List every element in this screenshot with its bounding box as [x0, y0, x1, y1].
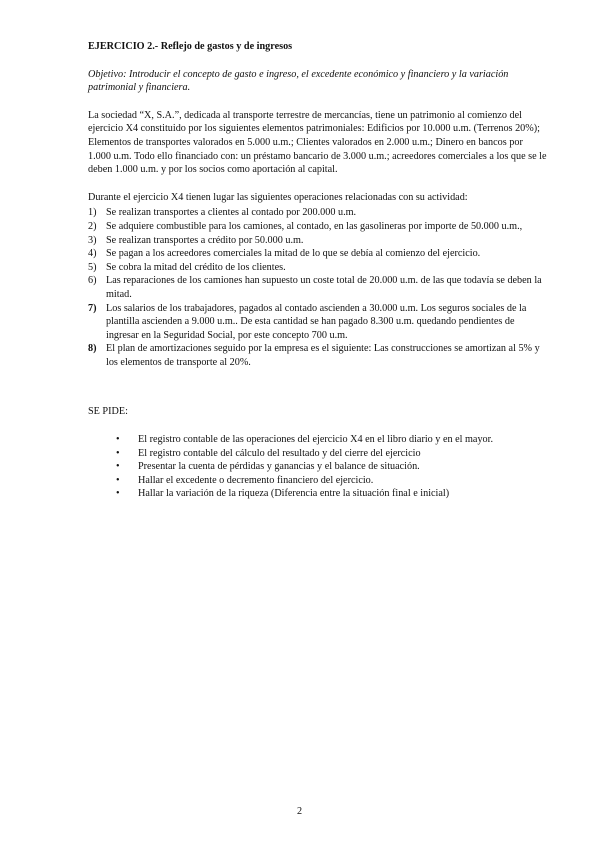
list-item: [116, 474, 548, 488]
intro-paragraph: La sociedad “X, S.A.”, dedicada al transporte terrestre de mercancías, tiene un patrimonio al comienzo del ejercicio X4 constituido por los siguientes elementos patrimoniales: Edificios por 10.000 u.m. (Terrenos 20%); Elementos de transportes valorados en 5.000 u.m.; Clientes valorados en 2.000 u.m.; Dinero en bancos por 1.000 u.m. Todo ello financiado con: un préstamo bancario de 3.000 u.m.; acreedores comerciales a los que se le deben 1.000 u.m. y por los socios como aportación al capital.: [88, 109, 547, 176]
list-item: [88, 342, 548, 369]
list-item: [88, 302, 548, 343]
list-item: [88, 206, 548, 220]
list-item: [88, 220, 548, 234]
page-number: 2: [296, 806, 303, 817]
list-item: [116, 460, 548, 474]
list-item: [116, 487, 548, 501]
item-text: Las reparaciones de los camiones han supuesto un coste total de 20.000 u.m. de las que todavía se deben la mitad.: [106, 275, 542, 300]
item-text: Hallar la variación de la riqueza (Diferencia entre la situación final e inicial): [138, 488, 450, 500]
list-item: [88, 261, 548, 275]
item-text: Se pagan a los acreedores comerciales la mitad de lo que se debía al comienzo del ejercicio.: [106, 248, 481, 260]
list-item: [88, 234, 548, 248]
item-text: Se cobra la mitad del crédito de los clientes.: [106, 261, 286, 273]
bullet-icon: •: [116, 474, 120, 486]
item-text: Se realizan transportes a clientes al contado por 200.000 u.m.: [106, 207, 357, 219]
bullet-icon: •: [116, 461, 120, 473]
item-text: El plan de amortizaciones seguido por la empresa es el siguiente: Las construcciones se amortizan al 5% y los elementos de transporte al 20%.: [106, 343, 540, 368]
item-text: Se realizan transportes a crédito por 50.000 u.m.: [106, 234, 304, 246]
item-number: 7): [88, 302, 97, 314]
item-number: 4): [88, 248, 97, 260]
item-text: Se adquiere combustible para los camiones, al contado, en las gasolineras por importe de 50.000 u.m.,: [106, 220, 523, 232]
list-item: [88, 247, 548, 261]
document-page: [88, 40, 548, 501]
item-number: 5): [88, 261, 97, 273]
item-number: 8): [88, 343, 97, 355]
item-text: Presentar la cuenta de pérdidas y ganancias y el balance de situación.: [138, 461, 420, 473]
item-number: 2): [88, 220, 97, 232]
objective-text: Objetivo: Introducir el concepto de gasto e ingreso, el excedente económico y financiero y la variación patrimonial y financiera.: [88, 68, 509, 94]
list-item: [116, 447, 548, 461]
bullet-icon: •: [116, 434, 120, 446]
operations-list: [88, 206, 548, 369]
list-item: [116, 433, 548, 447]
tasks-list: [88, 433, 548, 501]
item-text: El registro contable del cálculo del resultado y del cierre del ejercicio: [138, 447, 421, 459]
item-number: 3): [88, 234, 97, 246]
bullet-icon: •: [116, 488, 120, 500]
item-number: 6): [88, 275, 97, 287]
exercise-title: EJERCICIO 2.- Reflejo de gastos y de ingresos: [88, 41, 293, 52]
item-text: Hallar el excedente o decremento financiero del ejercicio.: [138, 474, 374, 486]
item-text: Los salarios de los trabajadores, pagados al contado ascienden a 30.000 u.m. Los seguros sociales de la plantilla ascienden a 9.000 u.m.. De esta cantidad se han pagado 8.300 u.m. quedando pendientes de ingresar en la Seguridad Social, por este concepto 700 u.m.: [106, 302, 527, 341]
item-number: 1): [88, 207, 97, 219]
list-item: [88, 274, 548, 301]
operations-intro: Durante el ejercicio X4 tienen lugar las siguientes operaciones relacionadas con su actividad:: [88, 191, 468, 203]
bullet-icon: •: [116, 447, 120, 459]
se-pide-heading: SE PIDE:: [88, 406, 128, 418]
item-text: El registro contable de las operaciones del ejercicio X4 en el libro diario y en el mayor.: [138, 434, 494, 446]
